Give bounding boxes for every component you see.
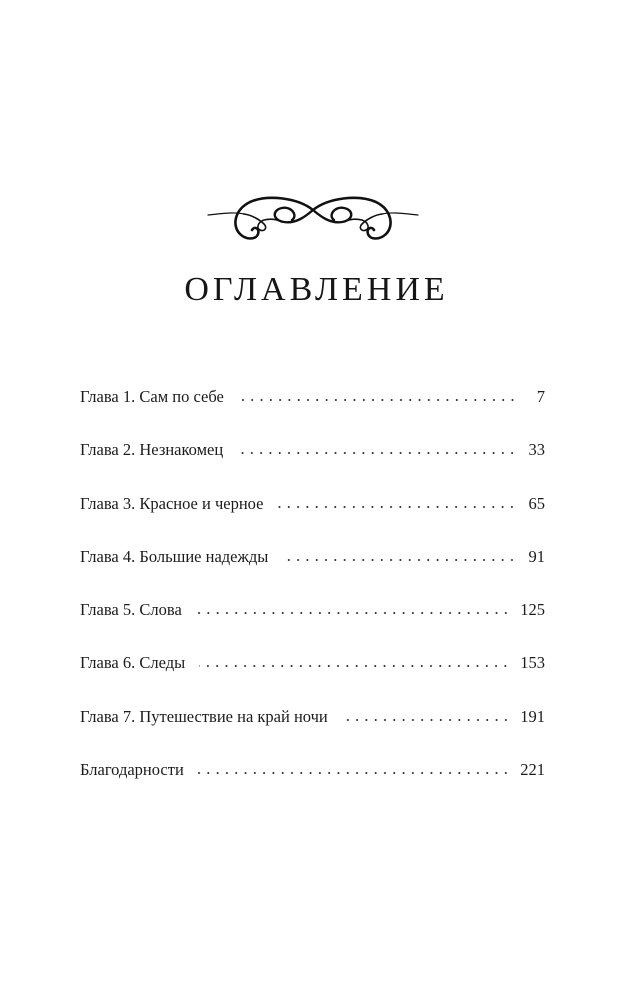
- table-of-contents: [80, 384, 545, 810]
- toc-entry-label: Глава 7. Путешествие на край ночи: [80, 706, 328, 726]
- flourish-divider-icon: [206, 190, 420, 246]
- toc-entry-label: Глава 2. Незнакомец: [80, 440, 224, 460]
- toc-entry-label: Глава 1. Сам по себе: [80, 387, 224, 406]
- dot-leader: [199, 654, 510, 668]
- toc-entry-page-number: 91: [528, 546, 545, 566]
- dot-leader: [196, 601, 510, 615]
- toc-entry[interactable]: [80, 704, 545, 757]
- toc-entry[interactable]: [80, 491, 545, 544]
- toc-entry-page-number: 153: [520, 653, 545, 673]
- toc-entry[interactable]: [80, 384, 545, 437]
- dot-leader: [277, 495, 517, 509]
- toc-entry-label: Глава 3. Красное и черное: [80, 493, 264, 513]
- dot-leader: [237, 441, 517, 455]
- toc-entry-page-number: 125: [520, 600, 545, 620]
- toc-entry[interactable]: [80, 437, 545, 490]
- toc-entry-page-number: 33: [528, 440, 545, 460]
- dot-leader: [342, 708, 511, 722]
- toc-entry-label: Благодарности: [80, 760, 184, 780]
- dot-leader: [282, 548, 517, 562]
- toc-entry-page-number: 65: [528, 493, 545, 513]
- toc-entry-page-number: 191: [520, 706, 545, 726]
- toc-entry[interactable]: [80, 544, 545, 597]
- dot-leader: [198, 761, 510, 775]
- dot-leader: [238, 388, 517, 402]
- toc-entry-label: Глава 5. Слова: [80, 600, 182, 620]
- toc-entry-label: Глава 6. Следы: [80, 653, 186, 673]
- page-title: ОГЛАВЛЕНИЕ: [184, 271, 449, 308]
- toc-entry-page-number: 7: [536, 387, 545, 406]
- toc-entry[interactable]: [80, 757, 545, 810]
- toc-entry[interactable]: [80, 650, 545, 703]
- toc-entry-page-number: 221: [520, 760, 545, 780]
- toc-entry[interactable]: [80, 597, 545, 650]
- toc-entry-label: Глава 4. Большие надежды: [80, 546, 269, 566]
